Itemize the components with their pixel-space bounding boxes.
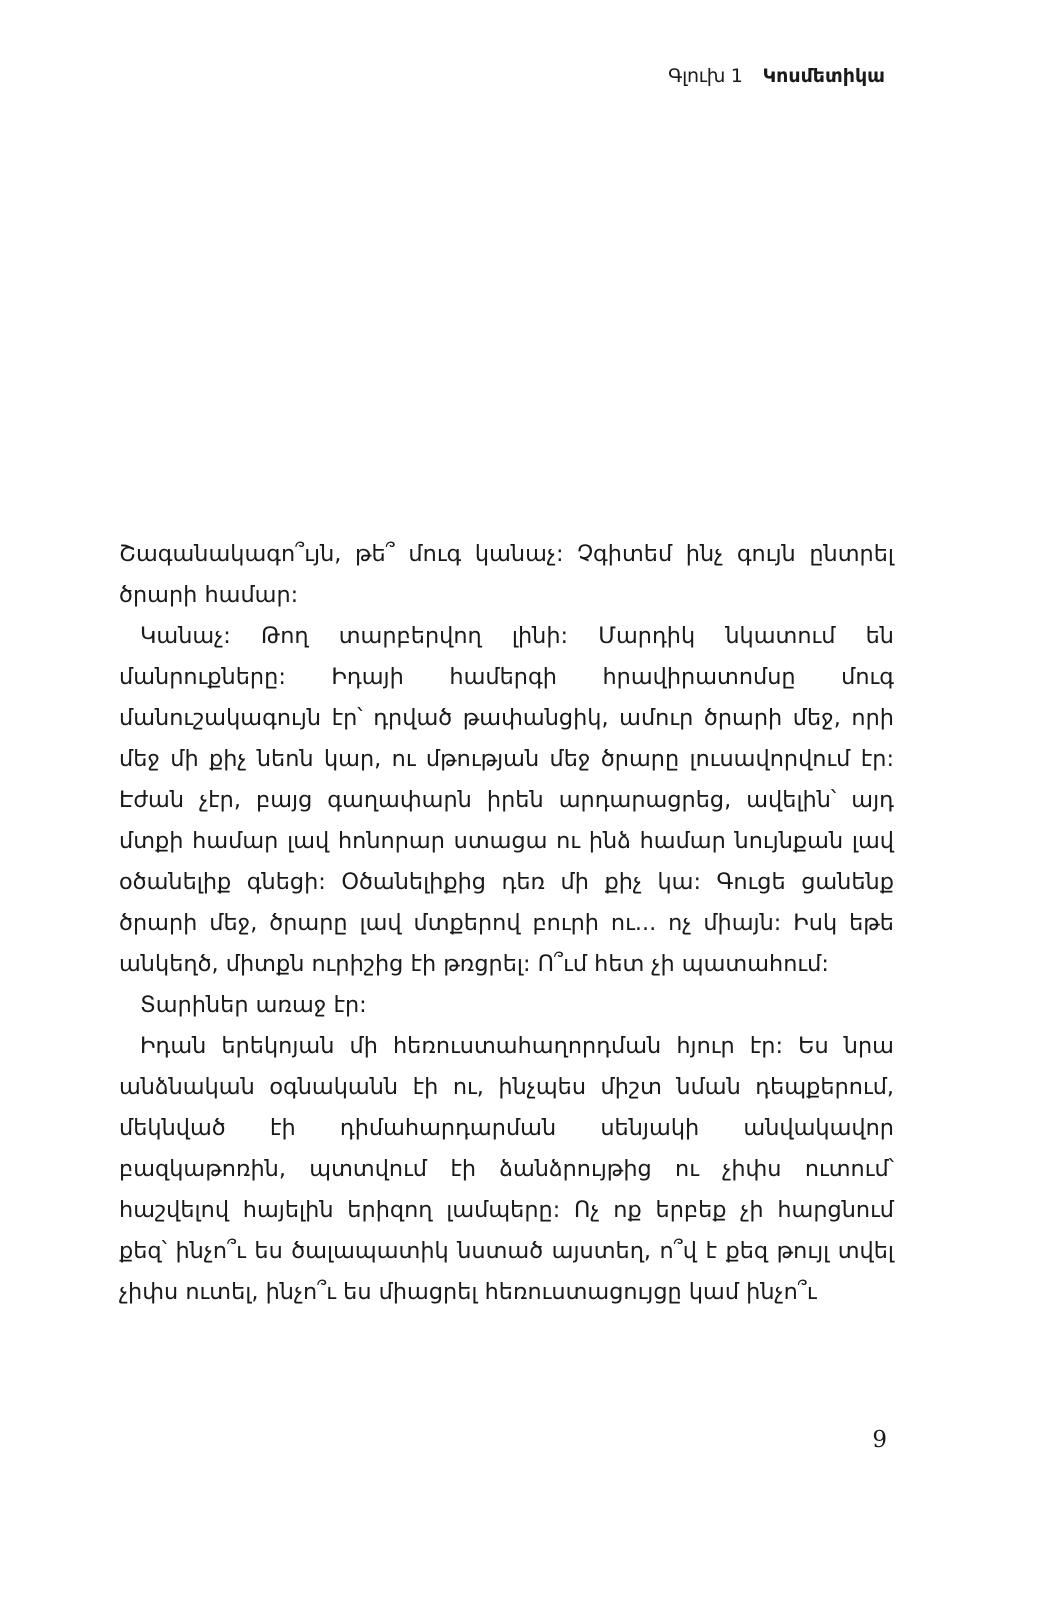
page-number: 9	[872, 1427, 887, 1453]
paragraph: Տարիներ առաջ էր:	[140, 992, 367, 1018]
paragraph: Իդան երեկոյան մի հեռուստահաղորդման հյուր էր: Ես նրա անձնական օգնականն էի ու, ինչպես միշտ նման դեպքերում, մեկնված էի դիմահարդարման սենյակի անվակավոր բազկաթոռին, պտտվում էի ձանձրույթից ու չիփս ուտում՝ հաշվելով հայելին երիզող լամպերը: Ոչ ոք երբեք չի հարցնում քեզ՝ ինչո՞ւ ես ծալապատիկ նստած այստեղ, ո՞վ է քեզ թույլ տվել չիփս ուտել, ինչո՞ւ ես միացրել հեռուստացույցը կամ ինչո՞ւ	[119, 1033, 894, 1305]
paragraph: Կանաչ: Թող տարբերվող լինի: Մարդիկ նկատում են մանրուքները: Իդայի համերգի հրավիրատոմսը մուգ մանուշակագույն էր՝ դրված թափանցիկ, ամուր ծրարի մեջ, որի մեջ մի քիչ նեոն կար, ու մթության մեջ ծրարը լուսավորվում էր: Էժան չէր, բայց գաղափարն իրեն արդարացրեց, ավելին՝ այդ մտքի համար լավ հոնորար ստացա ու ինձ համար նույնքան լավ օծանելիք գնեցի: Օծանելիքից դեռ մի քիչ կա: Գուցե ցանենք ծրարի մեջ, ծրարը լավ մտքերով բուրի ու... ոչ միայն: Իսկ եթե անկեղծ, միտքն ուրիշից էի թռցրել: Ո՞ւմ հետ չի պատահում:	[119, 623, 894, 977]
running-head	[668, 64, 885, 88]
chapter-title: Կոսմետիկա	[762, 65, 885, 87]
paragraph: Շագանակագո՞ւյն, թե՞ մուգ կանաչ: Չգիտեմ ինչ գույն ընտրել ծրարի համար:	[119, 541, 894, 608]
body-text	[119, 534, 894, 1313]
chapter-label: Գլուխ 1	[668, 65, 743, 87]
